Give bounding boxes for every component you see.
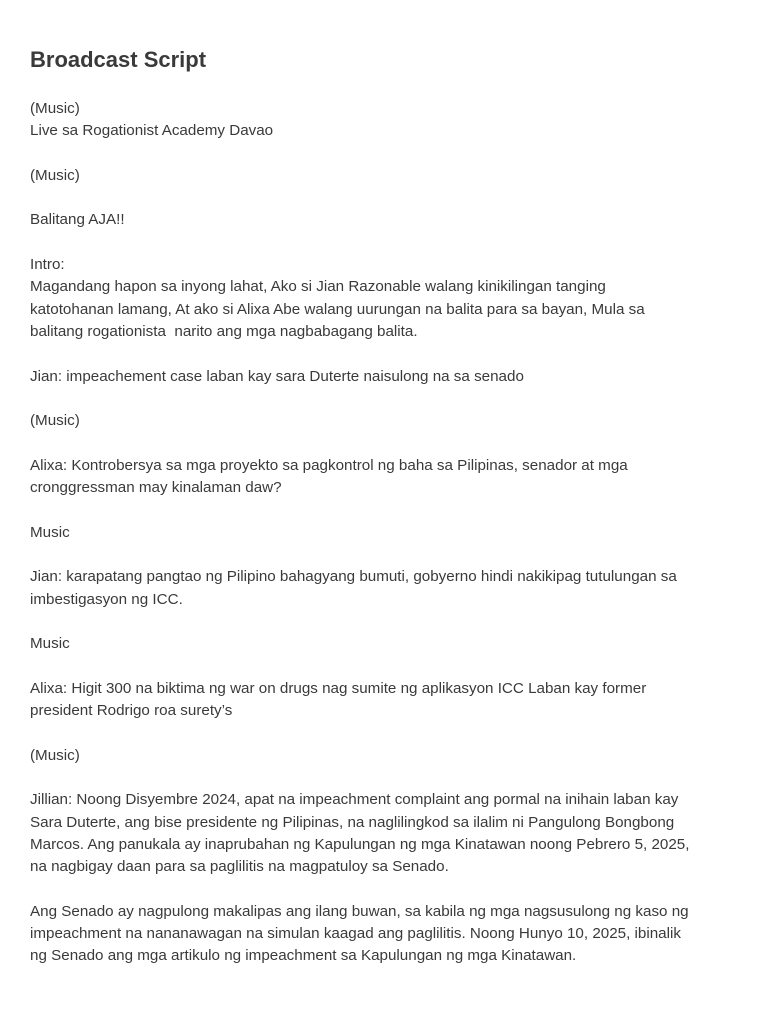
script-line: na nagbigay daan para sa paglilitis na magpatuloy sa Senado. (30, 858, 449, 876)
script-line: Jillian: Noong Disyembre 2024, apat na impeachment complaint ang pormal na inihain laban kay (30, 791, 679, 809)
script-line: Sara Duterte, ang bise presidente ng Pilipinas, na naglilingkod sa ilalim ni Pangulong Bongbong (30, 813, 675, 831)
script-line: Alixa: Kontrobersya sa mga proyekto sa pagkontrol ng baha sa Pilipinas, senador at mga (30, 456, 628, 474)
script-line: Ang Senado ay nagpulong makalipas ang ilang buwan, sa kabila ng mga nagsusulong ng kaso ng (30, 902, 689, 920)
blank-line (30, 655, 742, 677)
script-line: Jian: karapatang pangtao ng Pilipino bahagyang bumuti, gobyerno hindi nakikipag tutulungan sa (30, 568, 677, 586)
script-line: Live sa Rogationist Academy Davao (30, 122, 274, 140)
script-line: president Rodrigo roa surety’s (30, 702, 233, 720)
document-title: Broadcast Script (30, 47, 207, 72)
blank-line (30, 544, 742, 566)
script-line: Marcos. Ang panukala ay inaprubahan ng Kapulungan ng mga Kinatawan noong Pebrero 5, 2025, (30, 835, 690, 853)
script-line: Jian: impeachement case laban kay sara Duterte naisulong na sa senado (30, 367, 524, 385)
blank-line (30, 499, 742, 521)
script-line: Balitang AJA!! (30, 211, 125, 229)
blank-line (30, 232, 742, 254)
blank-line (30, 432, 742, 454)
script-line: balitang rogationista narito ang mga nagbabagang balita. (30, 322, 418, 340)
script-line: impeachment na nananawagan na simulan kaagad ang paglilitis. Noong Hunyo 10, 2025, ibinalik (30, 924, 681, 942)
script-line: Alixa: Higit 300 na biktima ng war on drugs nag sumite ng aplikasyon ICC Laban kay former (30, 679, 647, 697)
script-line: Music (30, 635, 70, 653)
script-line: Intro: (30, 256, 65, 274)
blank-line (30, 388, 742, 410)
blank-line (30, 611, 742, 633)
script-line: ng Senado ang mga artikulo ng impeachment sa Kapulungan ng mga Kinatawan. (30, 947, 577, 965)
script-line: (Music) (30, 746, 80, 764)
script-line: Magandang hapon sa inyong lahat, Ako si Jian Razonable walang kinikilingan tanging (30, 278, 606, 296)
blank-line (30, 343, 742, 365)
blank-line (30, 878, 742, 900)
script-body (30, 98, 742, 968)
script-line: imbestigasyon ng ICC. (30, 590, 183, 608)
blank-line (30, 187, 742, 209)
blank-line (30, 767, 742, 789)
script-line: (Music) (30, 100, 80, 117)
script-line: (Music) (30, 166, 80, 184)
blank-line (30, 143, 742, 165)
script-line: (Music) (30, 412, 80, 430)
script-line: katotohanan lamang, At ako si Alixa Abe walang uurungan na balita para sa bayan, Mula sa (30, 300, 645, 318)
blank-line (30, 722, 742, 744)
script-line: Music (30, 523, 70, 541)
script-line: cronggressman may kinalaman daw? (30, 479, 282, 497)
